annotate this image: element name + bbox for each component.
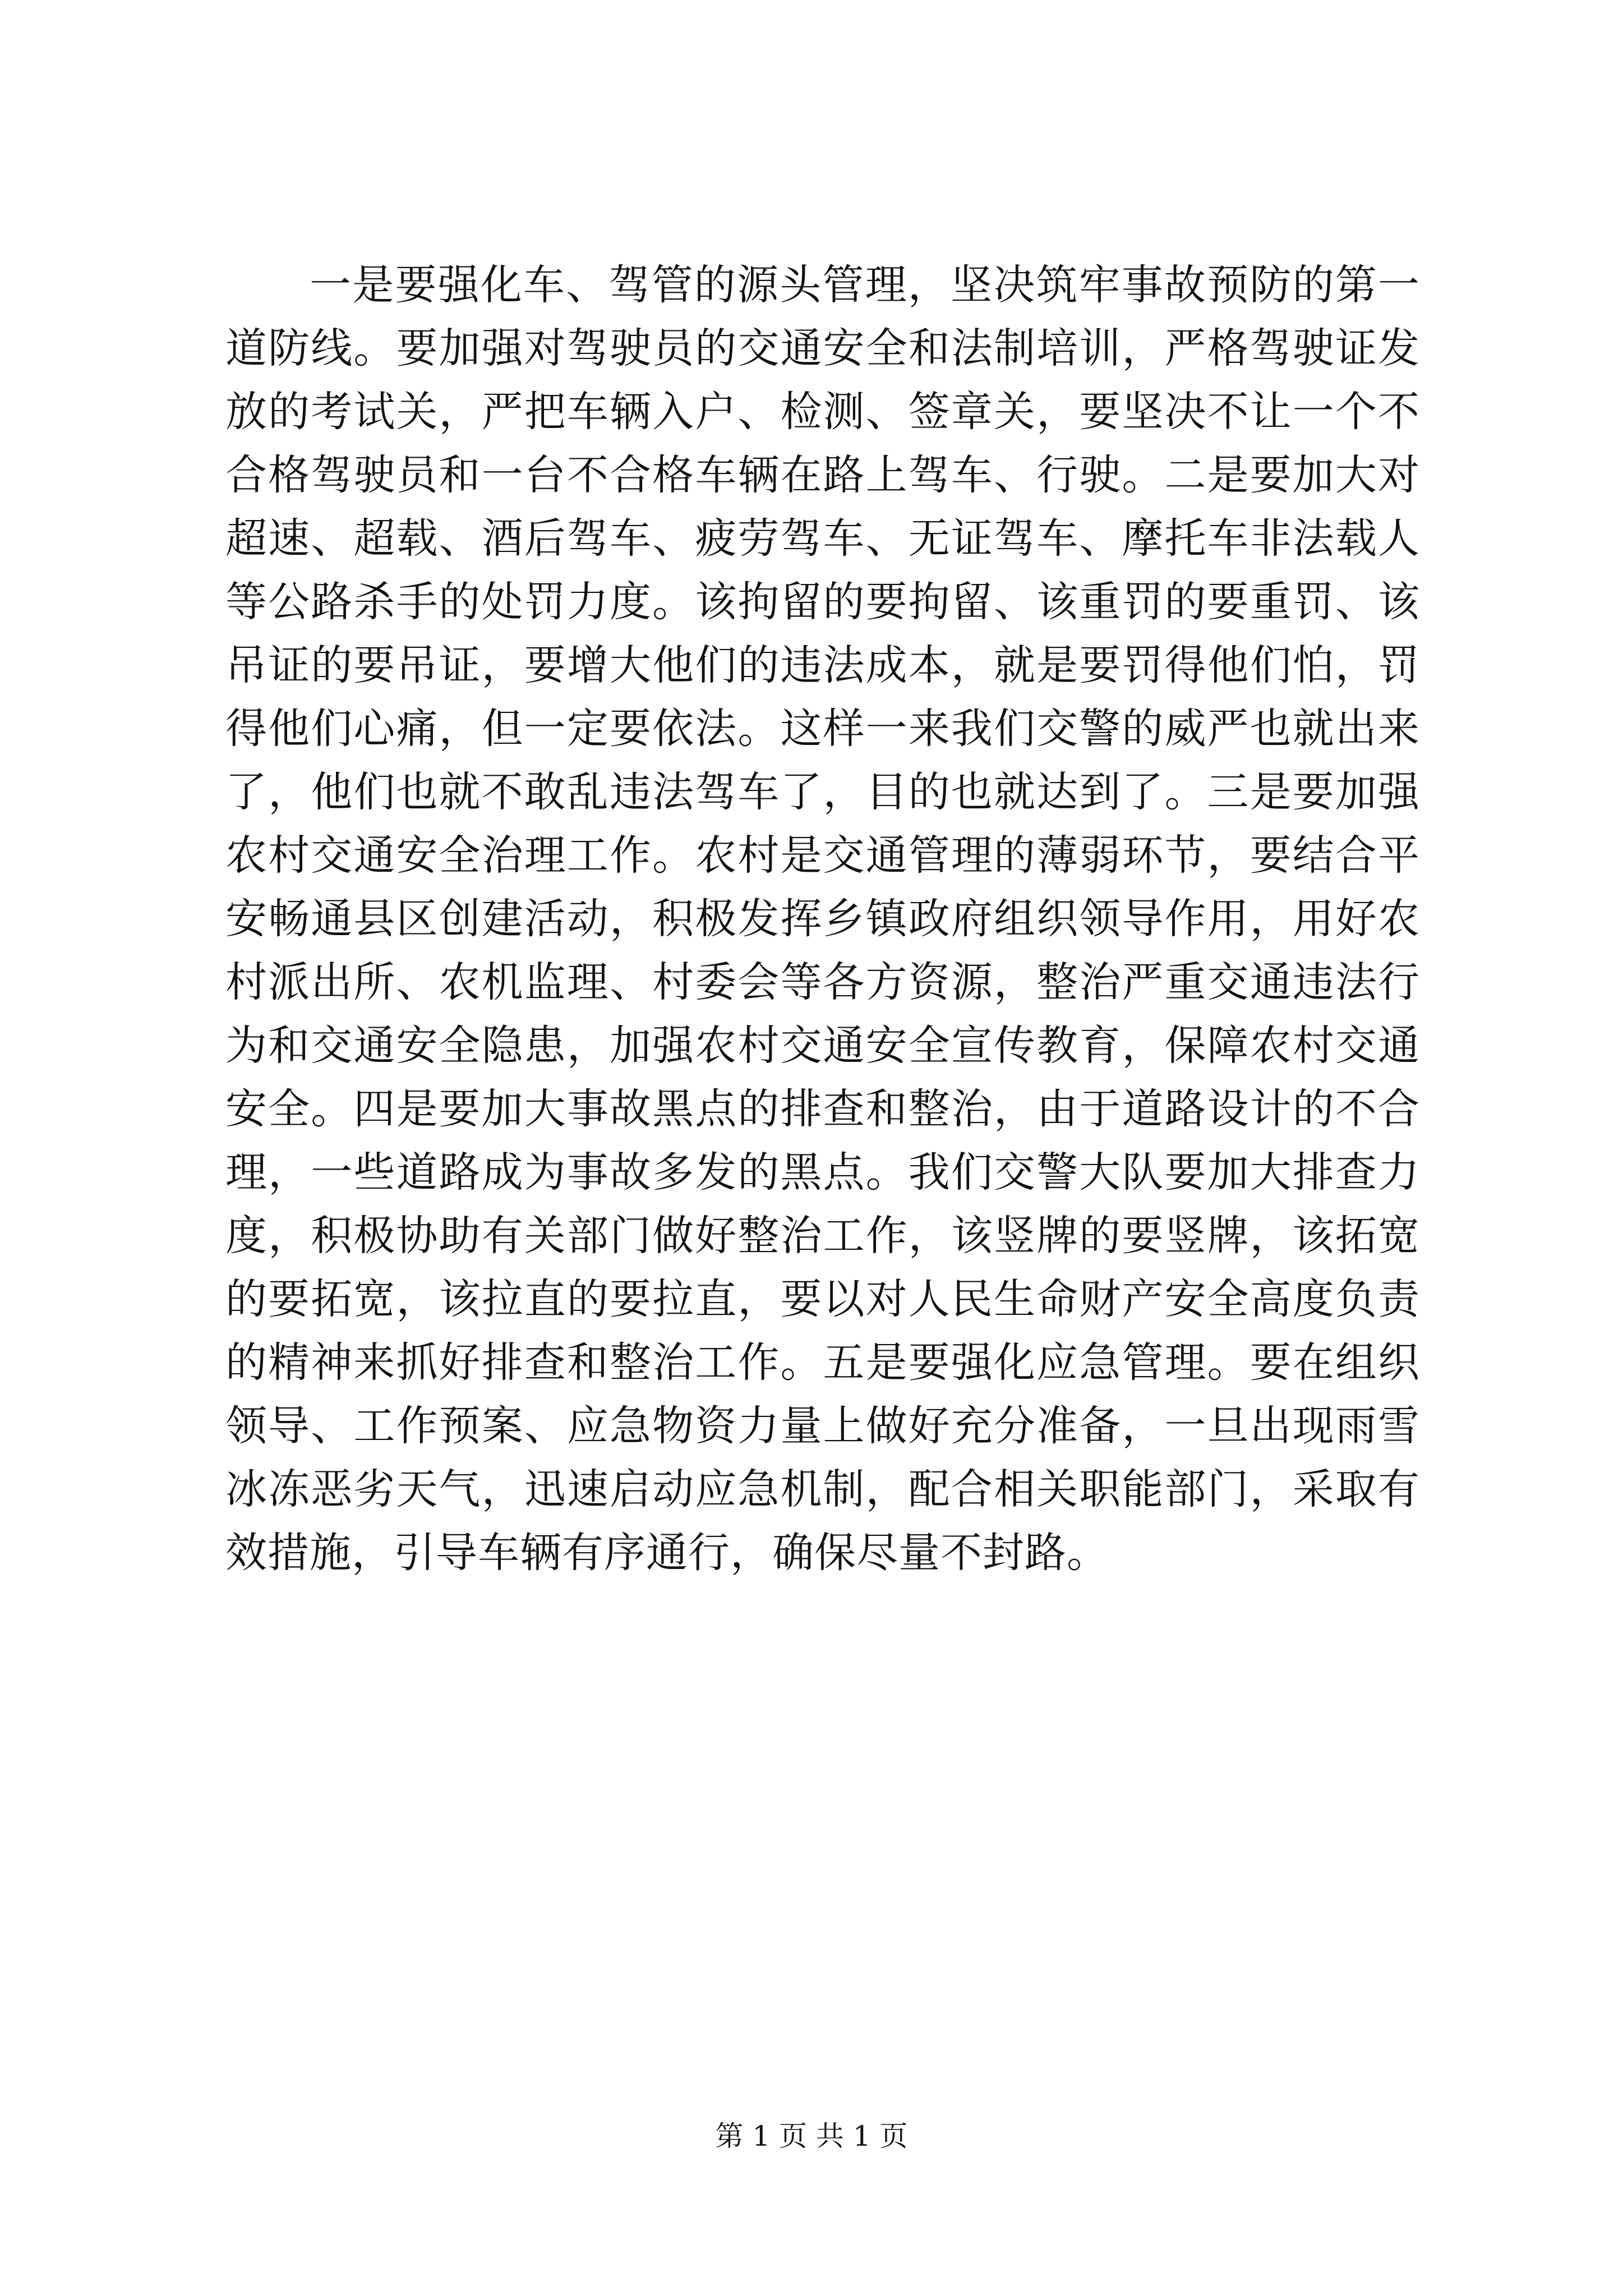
page-number-label: 第 1 页 共 1 页 (715, 2120, 908, 2152)
page-footer (0, 2119, 1623, 2153)
body-paragraph: 一是要强化车、驾管的源头管理，坚决筑牢事故预防的第一道防线。要加强对驾驶员的交通安全和法制培训，严格驾驶证发放的考试关，严把车辆入户、检测、签章关，要坚决不让一个不合格驾驶员和一台不合格车辆在路上驾车、行驶。二是要加大对超速、超载、酒后驾车、疲劳驾车、无证驾车、摩托车非法载人等公路杀手的处罚力度。该拘留的要拘留、该重罚的要重罚、该吊证的要吊证，要增大他们的违法成本，就是要罚得他们怕，罚得他们心痛，但一定要依法。这样一来我们交警的威严也就出来了，他们也就不敢乱违法驾车了，目的也就达到了。三是要加强农村交通安全治理工作。农村是交通管理的薄弱环节，要结合平安畅通县区创建活动，积极发挥乡镇政府组织领导作用，用好农村派出所、农机监理、村委会等各方资源，整治严重交通违法行为和交通安全隐患，加强农村交通安全宣传教育，保障农村交通安全。四是要加大事故黑点的排查和整治，由于道路设计的不合理，一些道路成为事故多发的黑点。我们交警大队要加大排查力度，积极协助有关部门做好整治工作，该竖牌的要竖牌，该拓宽的要拓宽，该拉直的要拉直，要以对人民生命财产安全高度负责的精神来抓好排查和整治工作。五是要强化应急管理。要在组织领导、工作预案、应急物资力量上做好充分准备，一旦出现雨雪冰冻恶劣天气，迅速启动应急机制，配合相关职能部门，采取有效措施，引导车辆有序通行，确保尽量不封路。 (225, 261, 1420, 1577)
